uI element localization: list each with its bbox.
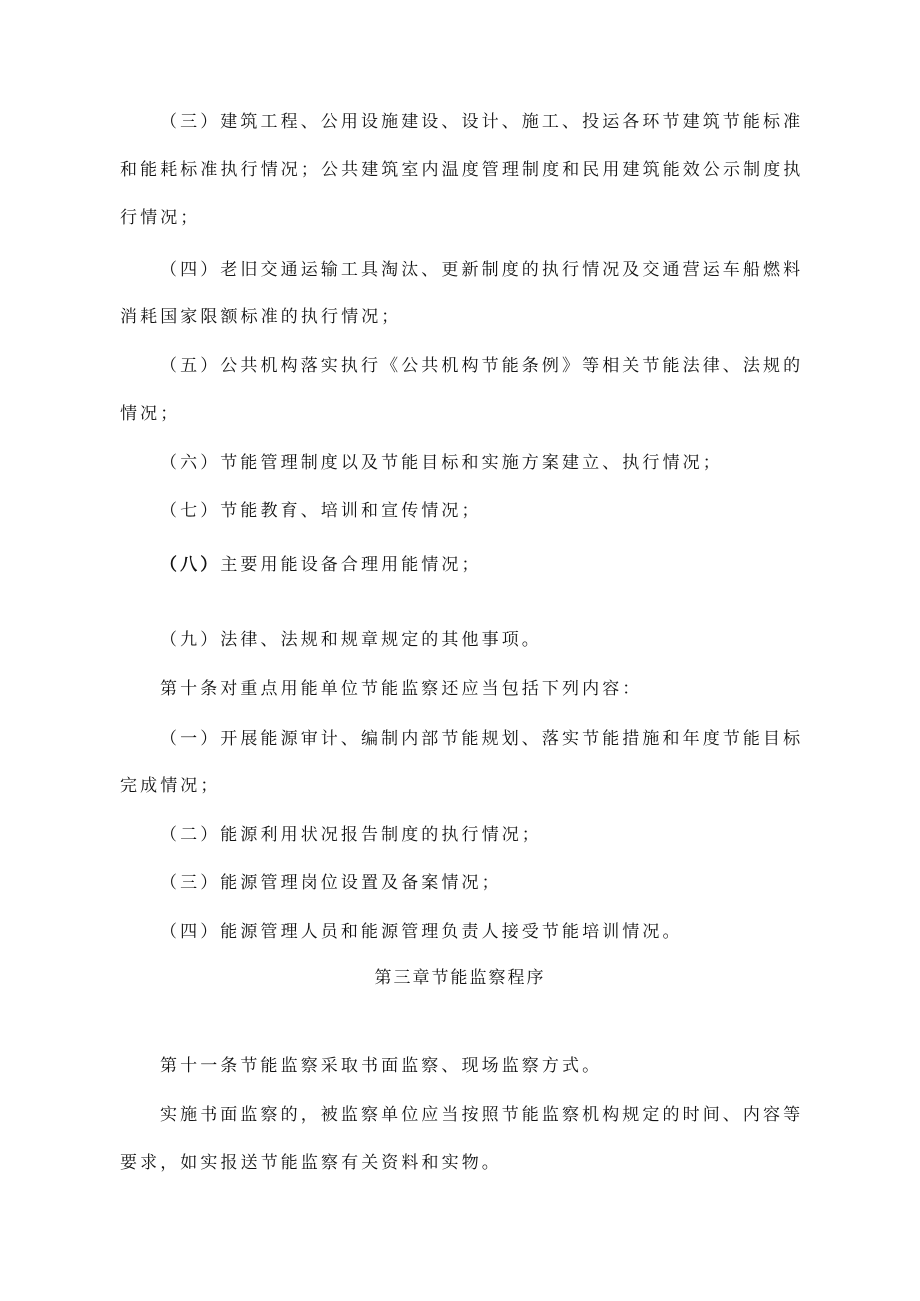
para-3-line-1: （三）建筑工程、公用设施建设、设计、施工、投运各环节建筑节能标准: [160, 112, 804, 132]
chapter-3-heading: 第三章节能监察程序: [374, 968, 546, 988]
article-11: 第十一条节能监察采取书面监察、现场监察方式。: [160, 1056, 603, 1076]
article-10-item-1-line-1: （一）开展能源审计、编制内部节能规划、落实节能措施和年度节能目标: [160, 729, 804, 749]
written-inspection-line-1: 实施书面监察的，被监察单位应当按照节能监察机构规定的时间、内容等: [160, 1105, 804, 1125]
article-10-item-3: （三）能源管理岗位设置及备案情况；: [160, 873, 502, 893]
para-4-line-1: （四）老旧交通运输工具淘汰、更新制度的执行情况及交通营运车船燃料: [160, 260, 804, 280]
article-10-item-2: （二）能源利用状况报告制度的执行情况；: [160, 825, 542, 845]
para-3-line-2: 和能耗标准执行情况；公共建筑室内温度管理制度和民用建筑能效公示制度执: [120, 160, 804, 180]
para-3-line-3: 行情况；: [120, 208, 201, 228]
article-10-item-1-line-2: 完成情况；: [120, 776, 221, 796]
para-9: （九）法律、法规和规章规定的其他事项。: [160, 630, 542, 650]
para-8-text: 主要用能设备合理用能情况；: [220, 555, 482, 575]
para-5-line-1: （五）公共机构落实执行《公共机构节能条例》等相关节能法律、法规的: [160, 356, 804, 376]
para-8-number: （八）: [160, 555, 221, 575]
para-5-line-2: 情况；: [120, 404, 181, 424]
written-inspection-line-2: 要求，如实报送节能监察有关资料和实物。: [120, 1153, 502, 1173]
para-6: （六）节能管理制度以及节能目标和实施方案建立、执行情况；: [160, 453, 723, 473]
article-10-item-4: （四）能源管理人员和能源管理负责人接受节能培训情况。: [160, 922, 683, 942]
para-4-line-2: 消耗国家限额标准的执行情况；: [120, 307, 402, 327]
para-8: [0, 553, 920, 577]
article-10: 第十条对重点用能单位节能监察还应当包括下列内容：: [160, 679, 643, 699]
para-7: （七）节能教育、培训和宣传情况；: [160, 501, 482, 521]
